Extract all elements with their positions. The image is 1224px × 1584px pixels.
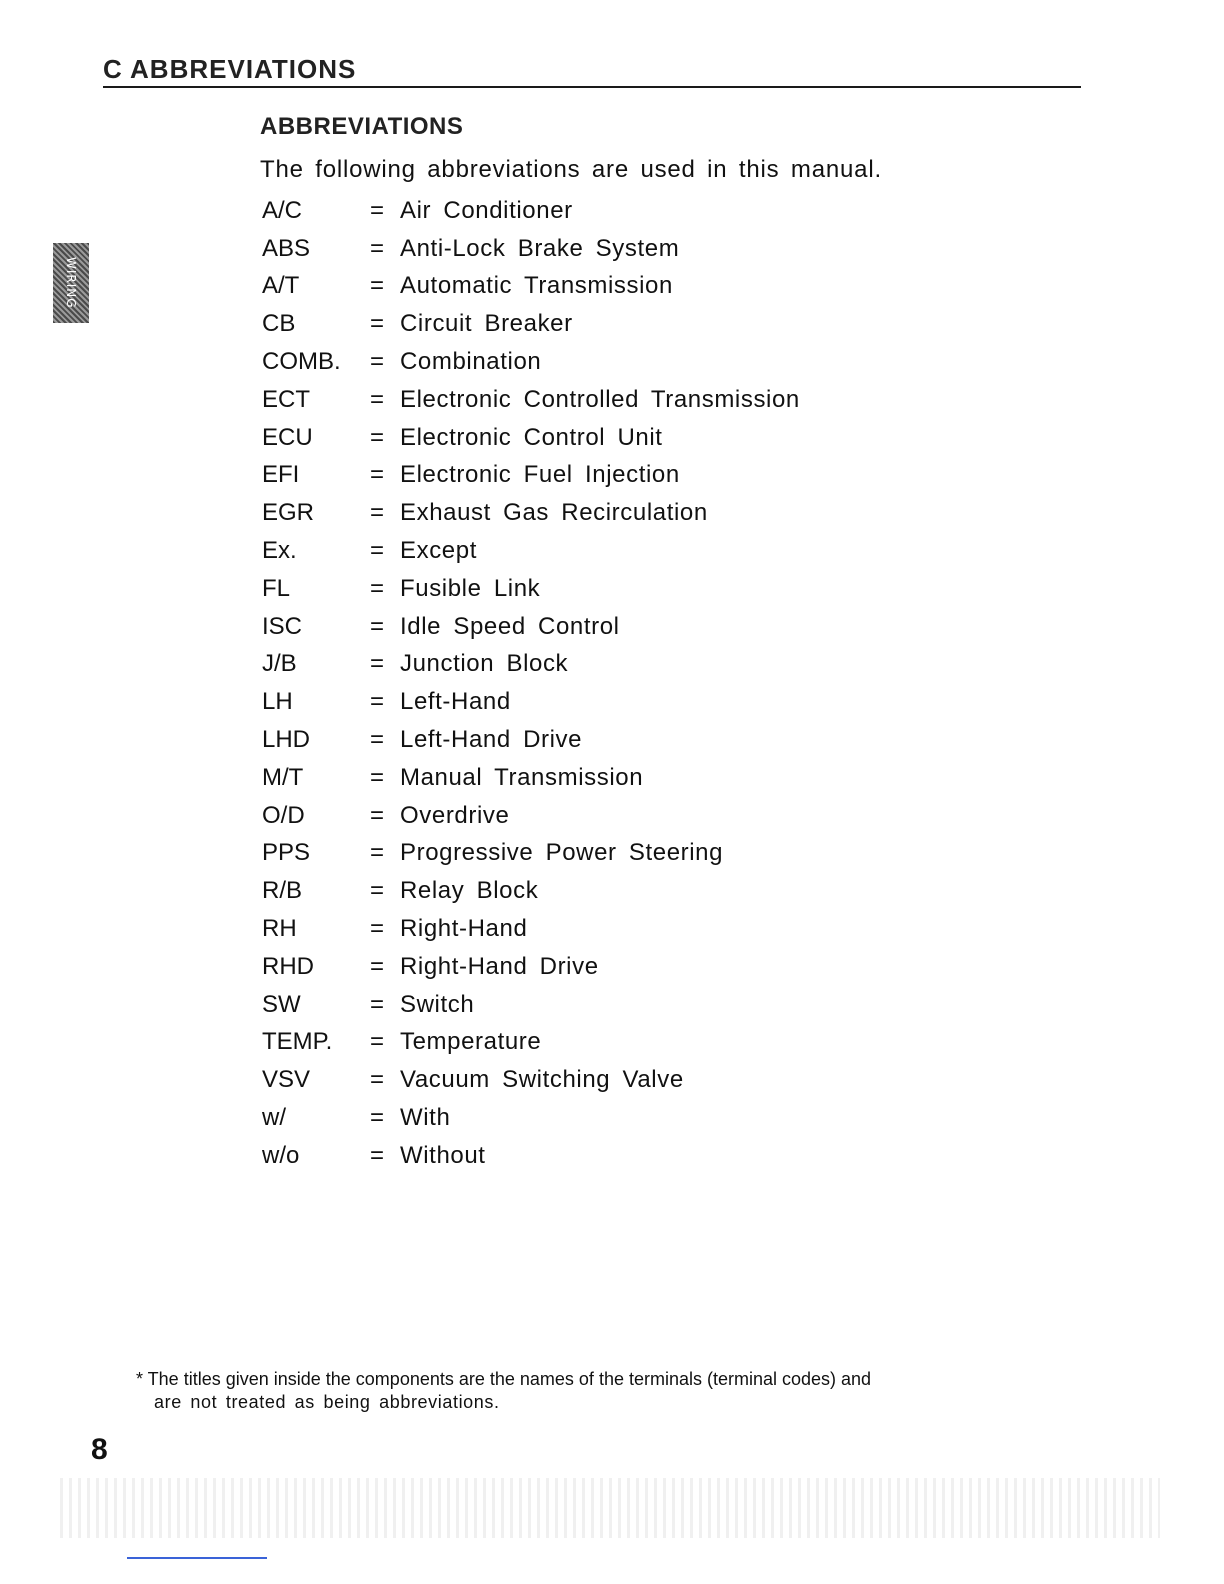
equals-sign: = xyxy=(370,726,385,754)
equals-sign: = xyxy=(370,990,385,1018)
abbreviation-term: LH xyxy=(262,688,293,716)
footnote-line-2: are not treated as being abbreviations. xyxy=(154,1392,500,1412)
abbreviation-meaning: Overdrive xyxy=(400,801,510,829)
equals-sign: = xyxy=(370,499,385,527)
abbreviation-meaning: Anti-Lock Brake System xyxy=(400,234,680,262)
abbreviation-meaning: Manual Transmission xyxy=(400,763,644,791)
abbreviation-term: EGR xyxy=(262,499,315,527)
abbreviation-term: ECU xyxy=(262,423,313,451)
intro-text: The following abbreviations are used in this manual. xyxy=(260,156,882,183)
equals-sign: = xyxy=(370,877,385,905)
abbreviation-term: SW xyxy=(262,990,301,1018)
list-item xyxy=(262,570,902,608)
abbreviation-term: Ex. xyxy=(262,537,297,565)
list-item xyxy=(262,646,902,684)
list-item xyxy=(262,872,902,910)
equals-sign: = xyxy=(370,196,385,224)
footnote-line-1: * The titles given inside the components are the names of the terminals (terminal codes) and xyxy=(136,1369,872,1389)
list-item xyxy=(262,948,902,986)
section-thumb-tab xyxy=(53,243,89,323)
abbreviation-meaning: Left-Hand xyxy=(400,688,511,716)
abbreviation-meaning: With xyxy=(400,1104,451,1132)
list-item xyxy=(262,835,902,873)
list-item xyxy=(262,457,902,495)
abbreviation-term: ABS xyxy=(262,234,311,262)
abbreviation-term: A/T xyxy=(262,272,300,300)
equals-sign: = xyxy=(370,1066,385,1094)
equals-sign: = xyxy=(370,952,385,980)
abbreviation-term: PPS xyxy=(262,839,311,867)
list-item xyxy=(262,608,902,646)
abbreviation-meaning: Switch xyxy=(400,990,475,1018)
equals-sign: = xyxy=(370,423,385,451)
abbreviation-meaning: Combination xyxy=(400,348,542,376)
abbreviation-term: RHD xyxy=(262,952,314,980)
abbreviation-meaning: Temperature xyxy=(400,1028,542,1056)
equals-sign: = xyxy=(370,650,385,678)
equals-sign: = xyxy=(370,1028,385,1056)
abbreviation-term: LHD xyxy=(262,726,311,754)
abbreviation-term: O/D xyxy=(262,801,305,829)
list-item xyxy=(262,343,902,381)
equals-sign: = xyxy=(370,763,385,791)
list-item xyxy=(262,381,902,419)
page-header xyxy=(103,54,1081,94)
abbreviation-meaning: Air Conditioner xyxy=(400,196,573,224)
abbreviation-meaning: Right-Hand Drive xyxy=(400,952,599,980)
scan-noise xyxy=(60,1478,1160,1538)
abbreviation-term: A/C xyxy=(262,196,303,224)
abbreviation-meaning: Junction Block xyxy=(400,650,569,678)
abbreviation-term: COMB. xyxy=(262,348,341,376)
abbreviation-meaning: Without xyxy=(400,1141,486,1169)
abbreviation-meaning: Electronic Controlled Transmission xyxy=(400,385,800,413)
equals-sign: = xyxy=(370,537,385,565)
list-item xyxy=(262,419,902,457)
section-header: C ABBREVIATIONS xyxy=(103,54,357,84)
abbreviation-term: J/B xyxy=(262,650,297,678)
list-item xyxy=(262,268,902,306)
equals-sign: = xyxy=(370,348,385,376)
equals-sign: = xyxy=(370,234,385,262)
equals-sign: = xyxy=(370,1104,385,1132)
abbreviation-term: M/T xyxy=(262,763,304,791)
equals-sign: = xyxy=(370,574,385,602)
abbreviation-meaning: Left-Hand Drive xyxy=(400,726,583,754)
abbreviation-meaning: Fusible Link xyxy=(400,574,541,602)
page-number: 8 xyxy=(91,1433,108,1466)
list-item xyxy=(262,192,902,230)
list-item xyxy=(262,532,902,570)
abbreviation-term: CB xyxy=(262,310,296,338)
abbreviation-meaning: Except xyxy=(400,537,477,565)
list-item xyxy=(262,986,902,1024)
abbreviation-meaning: Right-Hand xyxy=(400,915,528,943)
equals-sign: = xyxy=(370,461,385,489)
abbreviation-meaning: Exhaust Gas Recirculation xyxy=(400,499,708,527)
abbreviation-term: TEMP. xyxy=(262,1028,333,1056)
section-thumb-tab-label: WIRING xyxy=(64,257,78,309)
equals-sign: = xyxy=(370,310,385,338)
abbreviation-meaning: Relay Block xyxy=(400,877,539,905)
abbreviation-meaning: Circuit Breaker xyxy=(400,310,573,338)
bottom-underline xyxy=(127,1557,267,1559)
list-item xyxy=(262,305,902,343)
equals-sign: = xyxy=(370,612,385,640)
abbreviation-term: VSV xyxy=(262,1066,311,1094)
equals-sign: = xyxy=(370,801,385,829)
abbreviation-meaning: Idle Speed Control xyxy=(400,612,620,640)
list-item xyxy=(262,230,902,268)
list-item xyxy=(262,1137,902,1175)
list-item xyxy=(262,1061,902,1099)
content-title: ABBREVIATIONS xyxy=(260,113,464,140)
list-item xyxy=(262,1024,902,1062)
equals-sign: = xyxy=(370,915,385,943)
equals-sign: = xyxy=(370,688,385,716)
abbreviation-list xyxy=(262,192,902,1175)
header-rule xyxy=(103,86,1081,88)
list-item xyxy=(262,494,902,532)
footnote xyxy=(136,1368,1036,1414)
abbreviation-term: ISC xyxy=(262,612,303,640)
abbreviation-term: R/B xyxy=(262,877,303,905)
abbreviation-meaning: Automatic Transmission xyxy=(400,272,673,300)
abbreviation-term: w/o xyxy=(262,1141,300,1169)
equals-sign: = xyxy=(370,1141,385,1169)
list-item xyxy=(262,910,902,948)
abbreviation-term: FL xyxy=(262,574,291,602)
abbreviation-meaning: Electronic Fuel Injection xyxy=(400,461,680,489)
abbreviation-term: w/ xyxy=(262,1104,286,1132)
abbreviation-meaning: Progressive Power Steering xyxy=(400,839,724,867)
list-item xyxy=(262,721,902,759)
equals-sign: = xyxy=(370,385,385,413)
list-item xyxy=(262,797,902,835)
equals-sign: = xyxy=(370,272,385,300)
list-item xyxy=(262,683,902,721)
abbreviation-meaning: Electronic Control Unit xyxy=(400,423,663,451)
equals-sign: = xyxy=(370,839,385,867)
list-item xyxy=(262,759,902,797)
abbreviation-term: RH xyxy=(262,915,297,943)
list-item xyxy=(262,1099,902,1137)
abbreviation-term: ECT xyxy=(262,385,310,413)
abbreviation-meaning: Vacuum Switching Valve xyxy=(400,1066,684,1094)
abbreviation-term: EFI xyxy=(262,461,300,489)
